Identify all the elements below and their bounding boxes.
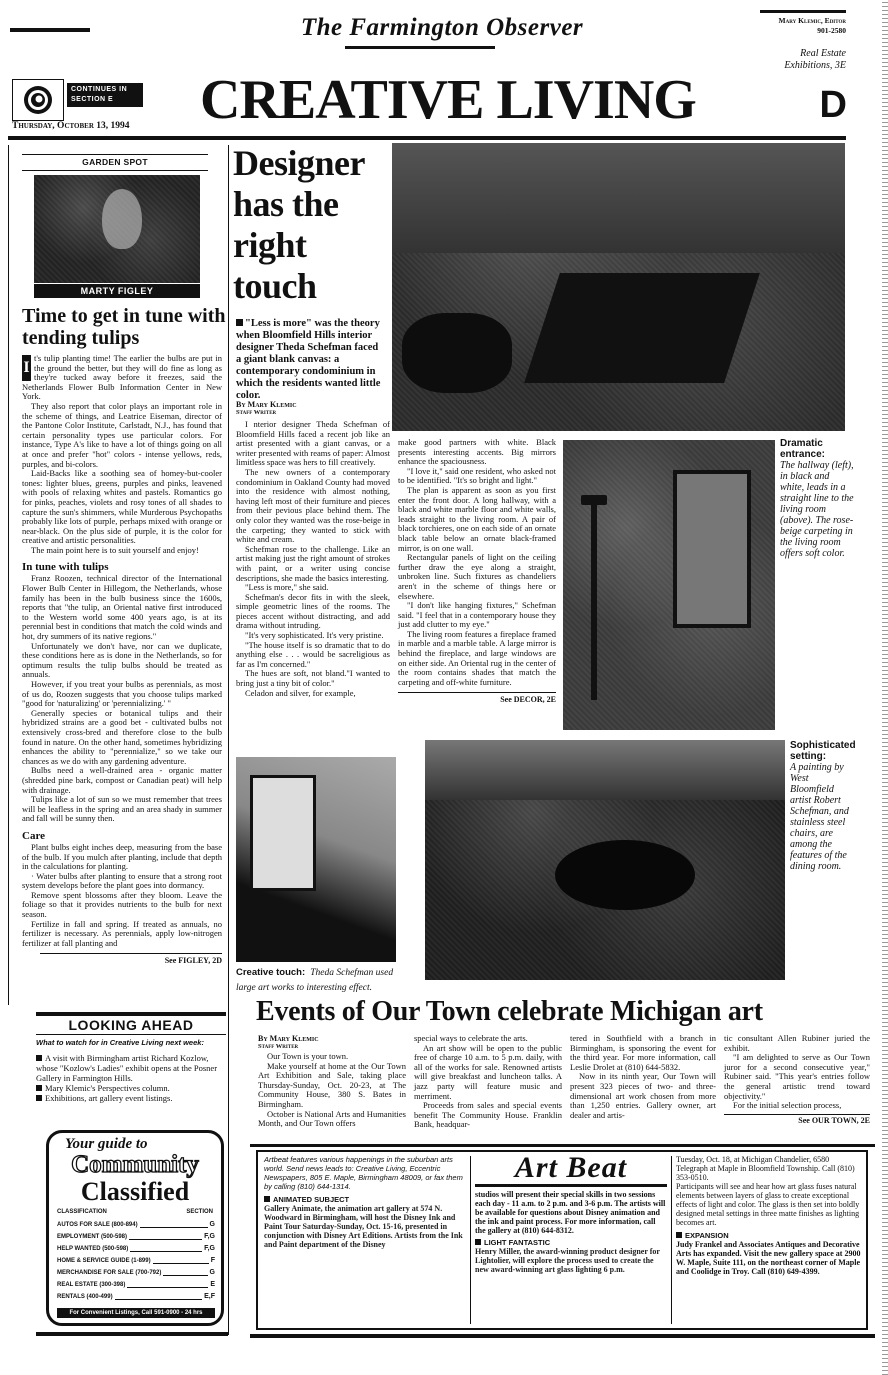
continues-badge[interactable]: CONTINUES IN SECTION E [67, 83, 143, 107]
designer-col1 [236, 420, 390, 698]
designer-paragraph: "I don't like hanging fixtures," Schefman said. "I feel that in a contemporary house they just add clutter to my eye." [398, 600, 556, 630]
designer-paragraph: "It's very sophisticated. It's very pristine. [245, 630, 384, 641]
classified-row[interactable] [57, 1253, 215, 1265]
events-paragraph: For the initial selection process, [733, 1100, 842, 1111]
artbeat-item1-text: Gallery Animate, the animation art gallery at 574 N. Woodward in Birmingham, will host the Disney Ink and Paint Tour Saturday-Sunday, Oct. 15-16, presented in conjunction with Disney Art Editions. Artists from the Ink and Paint department of the Disney [264, 1204, 463, 1249]
events-paragraph: special ways to celebrate the arts. [414, 1033, 528, 1043]
classified-title-community: Community [71, 1151, 199, 1178]
artbeat-title: Art Beat [514, 1151, 628, 1184]
hallway-caption: Dramatic entrance: The hallway (left), in black and white, leads in a straight line to the living room (above). The rose-beige carpeting in the living room offers soft color. [780, 438, 854, 559]
artbeat-item1-head: ANIMATED SUBJECT [264, 1195, 466, 1204]
artbeat-item3-text: Participants will see and hear how art glass fuses natural elements between layers of glass to create exceptional effects of light and color. The glass is then set into boldly designed metal settings in three matte finishes as lighting becomes art. [676, 1182, 860, 1227]
artbeat-col1 [264, 1155, 466, 1249]
garden-jump-link[interactable]: See FIGLEY, 2D [164, 956, 222, 966]
bullet-icon [475, 1239, 481, 1245]
looking-ahead-subtitle: What to watch for in Creative Living next week: [36, 1038, 204, 1047]
garden-paragraph: · Water bulbs after planting to ensure that a strong root system develops before the plant goes into dormancy. [22, 870, 222, 891]
spiral-logo-icon [13, 80, 63, 120]
art-work-photo [236, 757, 396, 962]
garden-subhead: In tune with tulips [22, 561, 109, 574]
bullet-icon [264, 1196, 270, 1202]
garden-paragraph: Plant bulbs eight inches deep, measuring from the base of the bulb. If you mulch after planting, include that depth in the calculations for planting. [22, 841, 222, 872]
looking-ahead-item[interactable]: Mary Klemic's Perspectives column. [36, 1083, 226, 1093]
artbeat-item4-text: Judy Frankel and Associates Antiques and Decorative Arts has expanded. Visit the new gallery space at 2900 W. Maple, Suite 111, on the northeast corner of Maple and Coolidge in Troy. Call (810) 649-4399. [676, 1240, 861, 1276]
classified-row-label: MERCHANDISE FOR SALE (700-792) [57, 1270, 162, 1276]
classified-row[interactable] [57, 1265, 215, 1277]
designer-paragraph: "Less is more," she said. [245, 582, 329, 593]
classified-row-label: AUTOS FOR SALE (800-894) [57, 1222, 138, 1228]
classified-row-label: HOME & SERVICE GUIDE (1-899) [57, 1258, 151, 1264]
events-paragraph: "I am delighted to serve as Our Town juror for a second consecutive year," Rubiner said. "This year's entries follow the general artistic trend toward objectivity." [724, 1052, 870, 1101]
classified-box[interactable] [46, 1130, 224, 1326]
classified-footer: For Convenient Listings, Call 591-0900 - 24 hrs [57, 1308, 215, 1318]
classified-row-section: E [210, 1281, 215, 1288]
classified-title-classified: Classified [80, 1177, 190, 1206]
top-left-rule [10, 28, 90, 32]
columnist-photo [34, 175, 200, 283]
classified-row[interactable] [57, 1289, 215, 1301]
garden-paragraph: Unfortunately we don't have, nor can we duplicate, these conditions here as is done in the Netherlands, so for optimum results the tulip bulbs should be treated as annuals. [22, 640, 222, 680]
garden-paragraph: t's tulip planting time! The earlier the bulbs are put in the ground the better, but they will do fine as long as they're tucked away before it freezes, said the Netherlands Flower Bulb Information Center in New York. [22, 353, 222, 402]
designer-jump-rule [398, 692, 556, 693]
garden-body [22, 354, 222, 966]
classified-row-leader [127, 1287, 208, 1288]
artbeat-item4-head: EXPANSION [676, 1231, 862, 1240]
events-paragraph: Now in its ninth year, Our Town will present 323 pieces of two- and three-dimensional art work chosen from more than 1,250 entries. Gallery owner, art dealer and artis- [570, 1071, 716, 1120]
classified-bottom-rule [36, 1332, 228, 1336]
artbeat-bottom-rule [250, 1334, 875, 1338]
classified-row-section: G [209, 1221, 215, 1228]
garden-kicker: GARDEN SPOT [82, 157, 148, 167]
events-paragraph: October is National Arts and Humanities Month, and Our Town offers [258, 1108, 406, 1129]
editor-name: Mary Klemic, Editor [778, 16, 846, 25]
issue-date: Thursday, October 13, 1994 [12, 121, 130, 131]
classified-row-section: F,G [204, 1233, 215, 1240]
classified-row-leader [163, 1275, 207, 1276]
artbeat-intro: Artbeat features various happenings in the suburban arts world. Send news leads to: Creative Living, Eccentric Newspapers, 805 E. Maple, Birmingham 48009, or fax them by calling (810) 644-1314. [264, 1155, 463, 1191]
designer-paragraph: The new owners of a contemporary condominium in Oakland County had moved into the residence with almost nothing, having left most of their furniture and pieces from their pevious place behind them. The only color they wanted was the rose-beige in the carpeting; they wanted to stick with white and cream. [236, 466, 390, 545]
artbeat-item2-head: LIGHT FANTASTIC [475, 1238, 667, 1247]
designer-paragraph: Celadon and silver, for example, [245, 687, 356, 698]
classified-script-line: Your guide to [65, 1136, 148, 1152]
designer-paragraph: Rectangular panels of light on the ceiling further draw the eye along a straight, unbroken line. Such fixtures as chandeliers aren't in the scheme of things here or elsewhere. [398, 552, 556, 601]
classified-row-leader [130, 1251, 202, 1252]
events-paragraph: tic consultant Allen Rubiner juried the exhibit. [724, 1033, 870, 1053]
garden-kicker-bottom [22, 170, 208, 171]
columnist-name-bar: MARTY FIGLEY [34, 284, 200, 298]
classified-col-left: CLASSIFICATION [57, 1209, 107, 1215]
garden-paragraph: The main point here is to suit yourself and enjoy! [31, 544, 199, 555]
artbeat-item3-lead: Tuesday, Oct. 18, at Michigan Chandelier, 6580 Telegraph at Maple in Bloomfield Township. Call (810) 353-0510. [676, 1155, 855, 1182]
designer-paragraph: "I love it," said one resident, who asked not to be identified. "It's so bright and light." [398, 465, 556, 486]
events-paragraph: tered in Southfield with a branch in Birmingham, is sponsoring the event for the third year. For more information, call Leslie Drolet at (810) 644-5832. [570, 1033, 716, 1072]
artbeat-col3 [676, 1155, 862, 1276]
bullet-icon [36, 1085, 42, 1091]
garden-paragraph: They also report that color plays an important role in the scheme of things, and Leatrice Eiseman, director of the Pantone Color Institute, Carlstadt, N.J., has found that certain personality types use particular colors. For instance, Type A's like to have a lot of things going on all at once and prefer "hot" colors - intense yellows, reds, purples, and bi-colors. [22, 400, 222, 469]
classified-row-section: F [210, 1257, 215, 1264]
paper-name: The Farmington Observer [300, 14, 584, 41]
designer-jump-link[interactable]: See DECOR, 2E [500, 695, 556, 705]
events-col2 [414, 1034, 562, 1130]
events-jump-rule [724, 1114, 870, 1115]
editor-phone: 901-2580 [817, 26, 846, 35]
events-byline: By Mary Klemic [258, 1034, 319, 1043]
paper-name-underline [345, 46, 495, 49]
garden-paragraph: Remove spent blossoms after they bloom. Leave the foliage so that it provides nutrients to the bulb for next season. [22, 889, 222, 920]
looking-ahead-item[interactable]: A visit with Birmingham artist Richard Kozlow, whose "Kozlow's Ladies" exhibit opens at the Posner Gallery in Farmington Hills. [36, 1053, 218, 1083]
designer-paragraph: Schefman rose to the challenge. Like an artist making just the right amount of strokes with paint, or a writer using concise descriptions, she made the basics interesting. [236, 543, 390, 583]
garden-paragraph: Fertilize in fall and spring. If treated as annuals, no fertilizer is necessary. As perennials, apply low-nitrogen fertilizer at fall planting and [22, 918, 222, 948]
artbeat-item2-lead: studios will present their special skills in two sessions each day - 11 a.m. to 2 p.m. and 3-6 p.m. The artists will be available for questions about Disney animation and the ink and paint process. For more information, call the gallery at (810) 644-8312. [475, 1190, 666, 1235]
classified-row-label: REAL ESTATE (300-398) [57, 1282, 126, 1288]
artbeat-divider-2 [671, 1156, 672, 1324]
looking-ahead-item[interactable]: Exhibitions, art gallery event listings. [36, 1093, 226, 1103]
classified-rows [57, 1217, 215, 1301]
events-paragraph: An art show will be open to the public free of charge 10 a.m. to 5 p.m. daily, with all of the works for sale. Renowned artists will give breakfast and luncheon talks. A jazz party will feature music and merriment. [414, 1042, 562, 1101]
dining-room-caption: Sophisticated setting: A painting by West Bloomfield artist Robert Schefman, and stainless steel chairs, are among the features of the dining room. [790, 740, 856, 872]
classified-row-section: E,F [204, 1293, 215, 1300]
designer-paragraph: The hues are soft, not bland."I wanted to bring just a tiny bit of color." [236, 668, 390, 689]
dining-room-photo [425, 740, 785, 980]
editor-rule [760, 10, 846, 13]
section-logo [12, 79, 64, 121]
designer-paragraph: The living room features a fireplace framed in marble and a marble table. A large mirror is behind the fireplace, and large windows are on either side. An Oriental rug in the center of the room contains shades that match the carpeting and off-white furniture. [398, 628, 556, 687]
classified-row-leader [115, 1299, 203, 1300]
left-col-border-right [228, 145, 229, 1335]
garden-paragraph: Bulbs need a well-drained area - organic matter (shredded pine bark, compost or Canadian peat) will help with drainage. [22, 765, 222, 795]
garden-subhead: Care [22, 829, 46, 842]
events-paragraph: Proceeds from sales and special events benefit The Community House. Franklin Bank, headquar- [414, 1100, 562, 1130]
drop-cap: I [22, 355, 31, 381]
classified-row-leader [129, 1239, 202, 1240]
teaser[interactable]: Real Estate Exhibitions, 3E [784, 48, 846, 71]
designer-paragraph: make good partners with white. Black presents interesting accents. Big mirrors enhance the spaciousness. [398, 437, 556, 467]
designer-paragraph: The plan is apparent as soon as you first enter the front door. A long hallway, with a black and white marble floor and white walls, leads straight to the living room. A pair of black torchieres, one on each side of an ornate black table below an ornate black-framed mirror, is on one wall. [398, 484, 556, 553]
designer-byline-title: Staff Writer [236, 409, 277, 416]
classified-row-section: G [209, 1269, 215, 1276]
artbeat-item2-text: Henry Miller, the award-winning product designer for Lightolier, will explore the process used to create the new award-winning art glass lighting 6 p.m. [475, 1247, 660, 1274]
designer-byline: By Mary Klemic [236, 400, 297, 409]
events-headline[interactable]: Events of Our Town celebrate Michigan art [256, 996, 763, 1027]
classified-row[interactable] [57, 1241, 215, 1253]
hallway-photo [563, 440, 775, 730]
section-letter: D [819, 84, 847, 126]
looking-ahead-title-rule [36, 1034, 226, 1035]
designer-deck: "Less is more" was the theory when Bloomfield Hills interior designer Theda Schefman faced a giant blank canvas: a contemporary condominium in which the residents wanted little color. [236, 318, 381, 401]
garden-paragraph: Laid-Backs like a soothing sea of homey-but-cooler tones: lighter blues, greens, purples and pinks, leavened with pools of relaxing whites and pastels. Romantics go for pinks, peaches, violets and rosy tones of all shades to capture the sun's shimmers, while Murderous Psychopaths probably like lots of purple, perhaps mixed with orange or near-black. On the plus side of purple, it is the color for creative and artistic personalities. [22, 468, 222, 546]
events-col1 [258, 1052, 406, 1129]
garden-paragraph: Generally species or botanical tulips and their hybridized strains are a good bet - cultivated bulbs not extensively cross-bred and therefore close to the bulb found in nature. On the other hand, sometimes hybridizing enhances the ability to "perennialize," so we take our chances as we do with any gardening adventure. [22, 707, 222, 766]
classified-col-right: SECTION [186, 1209, 213, 1215]
events-col3 [570, 1034, 716, 1120]
designer-paragraph: I nterior designer Theda Schefman of Bloomfield Hills faced a recent job like an artist presented with a giant canvas, or a writer presented with reams of paper: Almost limitless space was hers to fill creatively. [236, 419, 390, 468]
classified-row[interactable] [57, 1229, 215, 1241]
garden-paragraph: Tulips like a lot of sun so we must remember that trees will be leafless in the spring and an area shady in summer and fall will be sunny then. [22, 794, 222, 824]
looking-ahead-title: LOOKING AHEAD [68, 1017, 194, 1033]
events-paragraph: Our Town is your town. [267, 1051, 349, 1061]
looking-ahead-block [36, 1012, 226, 1103]
designer-paragraph: "The house itself is so dramatic that to do anything else . . . would be sacreligious as far as I'm concerned." [236, 639, 390, 669]
events-paragraph: Make yourself at home at the Our Town Art Exhibition and Sale, taking place Thursday-Sunday, Oct. 20-23, at The Community House, 380 S. Bates in Birmingham. [258, 1060, 406, 1109]
artbeat-col2 [475, 1152, 667, 1274]
section-title: CREATIVE LIVING [200, 69, 696, 131]
designer-col2 [398, 438, 556, 705]
garden-paragraph: However, if you treat your bulbs as perennials, as most of us do, Roozen suggests that you choose tulips marked "good for 'naturalizing' or 'perennializing.' " [22, 679, 222, 709]
art-work-caption: Creative touch: Theda Schefman used large art works to interesting effect. [236, 967, 394, 993]
bullet-icon [36, 1055, 42, 1061]
artbeat-divider-1 [470, 1156, 471, 1324]
looking-ahead-list [36, 1053, 226, 1103]
classified-row[interactable] [57, 1217, 215, 1229]
events-jump-link[interactable]: See OUR TOWN, 2E [798, 1115, 870, 1125]
classified-row-leader [140, 1227, 208, 1228]
classified-row-label: HELP WANTED (500-598) [57, 1246, 129, 1252]
designer-paragraph: Schefman's decor fits in with the sleek, simple geometric lines of the rooms. The pieces accent without distracting, and add drama without intruding. [236, 591, 390, 631]
classified-row-leader [153, 1263, 209, 1264]
events-byline-title: Staff Writer [258, 1043, 299, 1050]
page-edge-scan-artifact [882, 0, 888, 1375]
classified-row-label: RENTALS (400-499) [57, 1294, 113, 1300]
garden-headline[interactable]: Time to get in tune with tending tulips [22, 305, 226, 349]
classified-row-section: F,G [204, 1245, 215, 1252]
classified-row-label: EMPLOYMENT (500-598) [57, 1234, 128, 1240]
left-col-border [8, 145, 9, 1005]
designer-headline[interactable]: Designer has the right touch [233, 143, 365, 306]
bullet-icon [676, 1232, 682, 1238]
events-col4 [724, 1034, 870, 1126]
classified-row[interactable] [57, 1277, 215, 1289]
garden-paragraph: Franz Roozen, technical director of the International Flower Bulb Center in Hillegom, the Netherlands, whose family has been in the bulb business since the 1600s, reports that "the tulip, an Oriental native first introduced to the Western world some 400 years ago, is at its perennial best in conditions that match the cold winds and hot, dry summers of its native regions." [22, 573, 222, 642]
bullet-icon [236, 319, 243, 326]
artbeat-title-rule [475, 1184, 667, 1187]
living-room-photo [392, 143, 845, 431]
garden-kicker-top [22, 154, 208, 155]
artbeat-top-rule [250, 1144, 875, 1147]
bullet-icon [36, 1095, 42, 1101]
garden-jump-rule [40, 953, 222, 954]
masthead-bottom-rule [8, 136, 846, 140]
